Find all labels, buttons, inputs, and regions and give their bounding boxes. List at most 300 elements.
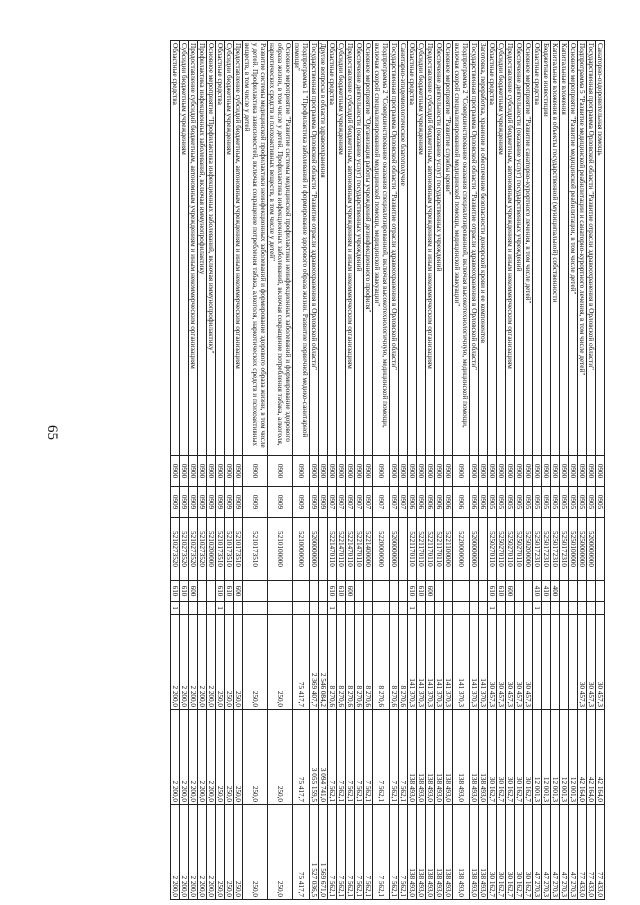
row-name: Обеспечение деятельности (оказание услуг) государственных учреждений bbox=[355, 41, 364, 456]
row-ministry-code: 0900 bbox=[198, 456, 207, 487]
row-amount-2: 138 493,0 bbox=[417, 710, 426, 805]
row-amount-2: 12 001,3 bbox=[551, 710, 560, 805]
row-section-code: 0909 bbox=[180, 487, 189, 518]
row-amount-2: 2 200,0 bbox=[171, 710, 180, 805]
row-amount-2: 7 562,1 bbox=[399, 710, 408, 805]
row-section-code: 0906 bbox=[479, 487, 488, 518]
row-ministry-code: 0900 bbox=[189, 456, 198, 487]
row-ministry-code: 0900 bbox=[551, 456, 560, 487]
table-row bbox=[337, 41, 346, 900]
row-expense-type bbox=[578, 581, 587, 602]
row-amount-2: 138 493,0 bbox=[444, 710, 453, 805]
row-ministry-code: 0900 bbox=[207, 456, 216, 487]
table-row bbox=[234, 41, 243, 900]
row-target-article: 5221470110 bbox=[328, 518, 337, 581]
row-name: Областные средства bbox=[533, 41, 542, 456]
row-name: Обеспечение деятельности (оказание услуг) государственных учреждений bbox=[435, 41, 444, 456]
row-expense-type bbox=[268, 581, 293, 602]
row-name: Подпрограмма 5 "Развитие медицинской реабилитации и санаторно-курортного лечения, в том числе детей" bbox=[578, 41, 587, 456]
row-target-article: 5200000000 bbox=[390, 518, 399, 581]
row-amount-1 bbox=[560, 615, 569, 710]
row-funding-source bbox=[268, 602, 293, 615]
table-row bbox=[560, 41, 569, 900]
row-section-code: 0909 bbox=[198, 487, 207, 518]
row-amount-2: 250,0 bbox=[268, 710, 293, 805]
row-ministry-code: 0900 bbox=[180, 456, 189, 487]
row-target-article: 5210173510 bbox=[234, 518, 243, 581]
row-section-code: 0905 bbox=[497, 487, 506, 518]
row-amount-1: 30 457,3 bbox=[578, 615, 587, 710]
row-amount-3: 138 493,0 bbox=[426, 805, 435, 900]
row-funding-source bbox=[444, 602, 453, 615]
row-target-article: 5250172310 bbox=[533, 518, 542, 581]
row-target-article: 5221100000 bbox=[444, 518, 453, 581]
table-row bbox=[578, 41, 587, 900]
row-amount-2: 7 562,1 bbox=[364, 710, 373, 805]
row-name: Государственная программа Орловской области "Развитие отрасли здравоохранения в Орловской области" bbox=[390, 41, 399, 456]
row-name: Санитарно-эпидемиологическое благополучие bbox=[399, 41, 408, 456]
row-expense-type bbox=[587, 581, 596, 602]
table-row bbox=[587, 41, 596, 900]
row-section-code: 0907 bbox=[390, 487, 399, 518]
row-amount-3: 138 493,0 bbox=[408, 805, 417, 900]
row-name: Областные средства bbox=[408, 41, 417, 456]
table-row bbox=[293, 41, 310, 900]
table-row bbox=[497, 41, 506, 900]
row-ministry-code: 0900 bbox=[533, 456, 542, 487]
row-ministry-code: 0900 bbox=[337, 456, 346, 487]
row-funding-source bbox=[198, 602, 207, 615]
row-amount-1 bbox=[542, 615, 551, 710]
row-section-code: 0907 bbox=[373, 487, 390, 518]
row-name: Субсидии бюджетным учреждениям bbox=[337, 41, 346, 456]
row-ministry-code: 0900 bbox=[524, 456, 533, 487]
row-section-code: 0905 bbox=[578, 487, 587, 518]
row-funding-source bbox=[515, 602, 524, 615]
row-amount-2: 7 562,1 bbox=[337, 710, 346, 805]
row-amount-3: 7 562,1 bbox=[355, 805, 364, 900]
row-section-code: 0905 bbox=[488, 487, 497, 518]
row-ministry-code: 0900 bbox=[506, 456, 515, 487]
row-section-code: 0909 bbox=[319, 487, 328, 518]
table-row bbox=[524, 41, 533, 900]
row-amount-2: 30 162,7 bbox=[524, 710, 533, 805]
row-amount-2: 2 200,0 bbox=[180, 710, 189, 805]
row-target-article: 5221170110 bbox=[435, 518, 444, 581]
row-name: Санаторно-оздоровительная помощь bbox=[596, 41, 605, 456]
row-expense-type bbox=[364, 581, 373, 602]
row-name: Областные средства bbox=[216, 41, 225, 456]
row-expense-type bbox=[355, 581, 364, 602]
row-funding-source bbox=[506, 602, 515, 615]
row-amount-3: 47 270,3 bbox=[569, 805, 578, 900]
row-amount-1: 141 370,3 bbox=[435, 615, 444, 710]
row-name: Субсидии бюджетным учреждениям bbox=[180, 41, 189, 456]
row-amount-2: 12 001,3 bbox=[542, 710, 551, 805]
row-target-article: 5200000000 bbox=[587, 518, 596, 581]
row-amount-3: 2 200,0 bbox=[180, 805, 189, 900]
row-amount-3: 250,0 bbox=[268, 805, 293, 900]
row-funding-source bbox=[346, 602, 355, 615]
row-amount-3: 47 270,3 bbox=[551, 805, 560, 900]
row-amount-2: 7 562,1 bbox=[346, 710, 355, 805]
row-funding-source bbox=[243, 602, 268, 615]
row-target-article: 5220000000 bbox=[453, 518, 470, 581]
row-expense-type bbox=[560, 581, 569, 602]
row-section-code: 0909 bbox=[207, 487, 216, 518]
row-expense-type bbox=[310, 581, 319, 602]
row-amount-3: 30 162,7 bbox=[524, 805, 533, 900]
table-row bbox=[488, 41, 497, 900]
row-funding-source: 1 bbox=[328, 602, 337, 615]
table-row bbox=[346, 41, 355, 900]
row-amount-2: 12 001,3 bbox=[569, 710, 578, 805]
row-target-article bbox=[479, 518, 488, 581]
row-expense-type: 600 bbox=[506, 581, 515, 602]
row-expense-type: 400 bbox=[551, 581, 560, 602]
row-target-article bbox=[399, 518, 408, 581]
row-amount-3: 77 433,0 bbox=[578, 805, 587, 900]
table-row bbox=[569, 41, 578, 900]
table-row bbox=[189, 41, 198, 900]
table-row bbox=[444, 41, 453, 900]
row-amount-2: 138 493,0 bbox=[453, 710, 470, 805]
row-expense-type: 610 bbox=[216, 581, 225, 602]
row-amount-2: 7 562,1 bbox=[355, 710, 364, 805]
row-section-code: 0905 bbox=[515, 487, 524, 518]
row-amount-2: 3 094 741,0 bbox=[319, 710, 328, 805]
row-name: Бюджетные инвестиции bbox=[542, 41, 551, 456]
row-section-code: 0909 bbox=[171, 487, 180, 518]
row-section-code: 0909 bbox=[216, 487, 225, 518]
row-expense-type: 610 bbox=[497, 581, 506, 602]
row-amount-3: 47 270,3 bbox=[533, 805, 542, 900]
row-ministry-code: 0900 bbox=[569, 456, 578, 487]
row-amount-3: 7 562,1 bbox=[364, 805, 373, 900]
row-name: Профилактика инфекционных заболеваний, включая иммунопрофилактику bbox=[198, 41, 207, 456]
row-amount-3: 2 200,0 bbox=[207, 805, 216, 900]
row-target-article: 5250270110 bbox=[488, 518, 497, 581]
row-section-code: 0909 bbox=[268, 487, 293, 518]
row-target-article: 5210273520 bbox=[198, 518, 207, 581]
row-funding-source bbox=[364, 602, 373, 615]
row-amount-2: 138 493,0 bbox=[435, 710, 444, 805]
row-funding-source bbox=[426, 602, 435, 615]
row-expense-type: 610 bbox=[180, 581, 189, 602]
table-row bbox=[470, 41, 479, 900]
row-section-code: 0906 bbox=[453, 487, 470, 518]
row-ministry-code: 0900 bbox=[268, 456, 293, 487]
row-target-article: 5200000000 bbox=[470, 518, 479, 581]
row-ministry-code: 0900 bbox=[399, 456, 408, 487]
row-expense-type: 610 bbox=[488, 581, 497, 602]
row-funding-source bbox=[569, 602, 578, 615]
row-funding-source bbox=[453, 602, 470, 615]
row-amount-1: 141 370,3 bbox=[417, 615, 426, 710]
row-name: Основное мероприятие "Развитие системы медицинской профилактики неинфекционных заболеваний и формирование здорового образа жизни, в том числе у детей. Профилактика инфекционных заболеваний, включая сокращение потребления табака, алкоголя, наркотических средств и психоактивных веществ, в том числе у детей" bbox=[268, 41, 293, 456]
row-section-code: 0906 bbox=[470, 487, 479, 518]
row-expense-type: 610 bbox=[408, 581, 417, 602]
row-name: Основное мероприятие "Профилактика инфекционных заболеваний, включая иммунопрофилактику" bbox=[207, 41, 216, 456]
row-section-code: 0905 bbox=[533, 487, 542, 518]
row-section-code: 0905 bbox=[551, 487, 560, 518]
row-amount-3: 47 270,3 bbox=[542, 805, 551, 900]
row-amount-2: 138 493,0 bbox=[470, 710, 479, 805]
table-row bbox=[426, 41, 435, 900]
row-amount-1: 8 270,6 bbox=[346, 615, 355, 710]
row-expense-type: 610 bbox=[225, 581, 234, 602]
row-amount-1: 2 200,0 bbox=[189, 615, 198, 710]
row-amount-1: 30 457,3 bbox=[515, 615, 524, 710]
row-amount-3: 138 493,0 bbox=[479, 805, 488, 900]
row-funding-source bbox=[524, 602, 533, 615]
row-target-article: 5210273520 bbox=[180, 518, 189, 581]
row-ministry-code: 0900 bbox=[587, 456, 596, 487]
row-section-code: 0906 bbox=[435, 487, 444, 518]
row-funding-source bbox=[470, 602, 479, 615]
row-section-code: 0905 bbox=[560, 487, 569, 518]
row-expense-type bbox=[293, 581, 310, 602]
row-amount-2: 2 200,0 bbox=[198, 710, 207, 805]
row-funding-source bbox=[310, 602, 319, 615]
row-ministry-code: 0900 bbox=[319, 456, 328, 487]
row-section-code: 0905 bbox=[524, 487, 533, 518]
row-amount-1: 250,0 bbox=[268, 615, 293, 710]
row-name: Основное мероприятие "Организация работы учреждений дезинфекционного профиля" bbox=[364, 41, 373, 456]
row-amount-3: 30 162,7 bbox=[506, 805, 515, 900]
row-amount-3: 2 200,0 bbox=[198, 805, 207, 900]
table-row bbox=[533, 41, 542, 900]
row-section-code: 0909 bbox=[234, 487, 243, 518]
table-row bbox=[390, 41, 399, 900]
row-expense-type bbox=[524, 581, 533, 602]
table-row bbox=[417, 41, 426, 900]
row-ministry-code: 0900 bbox=[390, 456, 399, 487]
row-amount-1: 75 417,7 bbox=[293, 615, 310, 710]
row-amount-3: 250,0 bbox=[216, 805, 225, 900]
table-row bbox=[506, 41, 515, 900]
row-amount-1: 250,0 bbox=[225, 615, 234, 710]
row-ministry-code: 0900 bbox=[435, 456, 444, 487]
row-target-article: 5210273520 bbox=[171, 518, 180, 581]
row-expense-type: 410 bbox=[533, 581, 542, 602]
table-row bbox=[319, 41, 328, 900]
row-target-article: 5210100000 bbox=[268, 518, 293, 581]
budget-table-body bbox=[171, 41, 605, 900]
budget-table bbox=[170, 40, 605, 900]
table-row bbox=[364, 41, 373, 900]
row-section-code: 0907 bbox=[346, 487, 355, 518]
row-section-code: 0905 bbox=[587, 487, 596, 518]
row-amount-2: 42 164,0 bbox=[596, 710, 605, 805]
row-name: Подпрограмма 2 "Совершенствование оказания специализированной, включая высокотехнологичную, медицинской помощи, включая скорой специализированной медицинской помощи, медицинской эвакуации" bbox=[453, 41, 470, 456]
row-name: Другие вопросы в области здравоохранения bbox=[319, 41, 328, 456]
row-amount-3: 1 569 671,0 bbox=[319, 805, 328, 900]
row-name: Подпрограмма 1 "Профилактика заболеваний и формирование здорового образа жизни. Развитие первичной медико-санитарной помощи" bbox=[293, 41, 310, 456]
row-section-code: 0905 bbox=[596, 487, 605, 518]
table-row bbox=[453, 41, 470, 900]
row-amount-3: 250,0 bbox=[234, 805, 243, 900]
row-amount-2: 12 001,3 bbox=[533, 710, 542, 805]
row-amount-2: 42 164,0 bbox=[587, 710, 596, 805]
row-amount-1: 30 457,3 bbox=[497, 615, 506, 710]
row-amount-1: 2 200,0 bbox=[171, 615, 180, 710]
row-target-article: 5221170110 bbox=[408, 518, 417, 581]
row-ministry-code: 0900 bbox=[515, 456, 524, 487]
row-amount-1: 141 370,3 bbox=[408, 615, 417, 710]
row-ministry-code: 0900 bbox=[479, 456, 488, 487]
row-target-article: 5250000000 bbox=[578, 518, 587, 581]
row-ministry-code: 0900 bbox=[346, 456, 355, 487]
row-section-code: 0905 bbox=[506, 487, 515, 518]
row-amount-1 bbox=[551, 615, 560, 710]
row-name: Областные средства bbox=[328, 41, 337, 456]
row-ministry-code: 0900 bbox=[310, 456, 319, 487]
row-amount-1: 8 270,6 bbox=[328, 615, 337, 710]
table-row bbox=[310, 41, 319, 900]
row-ministry-code: 0900 bbox=[225, 456, 234, 487]
row-amount-1: 30 457,3 bbox=[506, 615, 515, 710]
row-name: Основное мероприятие "Развитие службы крови" bbox=[444, 41, 453, 456]
row-amount-2: 30 162,7 bbox=[497, 710, 506, 805]
row-expense-type bbox=[515, 581, 524, 602]
table-row bbox=[328, 41, 337, 900]
row-expense-type bbox=[207, 581, 216, 602]
row-amount-1: 30 457,3 bbox=[488, 615, 497, 710]
row-expense-type bbox=[198, 581, 207, 602]
row-expense-type bbox=[569, 581, 578, 602]
row-target-article: 5250172310 bbox=[551, 518, 560, 581]
row-name: Предоставление субсидий бюджетным, автономным учреждениям и иным некоммерческим организациям bbox=[346, 41, 355, 456]
row-name: Предоставление субсидий бюджетным, автономным учреждениям и иным некоммерческим организациям bbox=[506, 41, 515, 456]
row-amount-1: 8 270,6 bbox=[399, 615, 408, 710]
row-ministry-code: 0900 bbox=[408, 456, 417, 487]
row-amount-1: 30 457,3 bbox=[587, 615, 596, 710]
row-name: Областные средства bbox=[488, 41, 497, 456]
row-amount-3: 250,0 bbox=[243, 805, 268, 900]
row-ministry-code: 0900 bbox=[364, 456, 373, 487]
row-target-article: 5250200000 bbox=[524, 518, 533, 581]
row-name: Заготовка, переработка, хранение и обеспечение безопасности донорской крови и ее компонентов bbox=[479, 41, 488, 456]
row-section-code: 0907 bbox=[355, 487, 364, 518]
row-amount-2: 30 162,7 bbox=[506, 710, 515, 805]
row-expense-type bbox=[373, 581, 390, 602]
row-target-article: 5221470110 bbox=[337, 518, 346, 581]
row-expense-type bbox=[399, 581, 408, 602]
row-amount-3: 138 493,0 bbox=[435, 805, 444, 900]
row-name: Капитальные вложения bbox=[560, 41, 569, 456]
row-target-article: 5210273520 bbox=[189, 518, 198, 581]
row-funding-source bbox=[587, 602, 596, 615]
row-expense-type bbox=[444, 581, 453, 602]
row-funding-source bbox=[560, 602, 569, 615]
row-target-article: 5220000000 bbox=[373, 518, 390, 581]
row-amount-2: 12 001,3 bbox=[560, 710, 569, 805]
row-target-article bbox=[319, 518, 328, 581]
row-name: Предоставление субсидий бюджетным, автономным учреждениям и иным некоммерческим организациям bbox=[234, 41, 243, 456]
row-section-code: 0909 bbox=[293, 487, 310, 518]
row-amount-2: 3 055 159,5 bbox=[310, 710, 319, 805]
row-ministry-code: 0900 bbox=[488, 456, 497, 487]
row-name: Основное мероприятие "Развитие санаторно-курортного лечения, в том числе детей" bbox=[524, 41, 533, 456]
row-section-code: 0907 bbox=[328, 487, 337, 518]
row-section-code: 0905 bbox=[542, 487, 551, 518]
row-ministry-code: 0900 bbox=[453, 456, 470, 487]
row-amount-3: 30 162,7 bbox=[497, 805, 506, 900]
row-amount-1: 250,0 bbox=[243, 615, 268, 710]
row-expense-type: 610 bbox=[328, 581, 337, 602]
row-amount-3: 138 493,0 bbox=[417, 805, 426, 900]
row-name: Государственная программа Орловской области "Развитие отрасли здравоохранения в Орловской области" bbox=[587, 41, 596, 456]
row-amount-2: 250,0 bbox=[225, 710, 234, 805]
row-ministry-code: 0900 bbox=[578, 456, 587, 487]
row-amount-1: 141 370,3 bbox=[479, 615, 488, 710]
row-amount-1: 250,0 bbox=[234, 615, 243, 710]
row-target-article: 5250270110 bbox=[497, 518, 506, 581]
table-row bbox=[479, 41, 488, 900]
table-row bbox=[596, 41, 605, 900]
row-amount-1: 2 200,0 bbox=[207, 615, 216, 710]
row-expense-type: 600 bbox=[346, 581, 355, 602]
row-expense-type bbox=[319, 581, 328, 602]
row-funding-source bbox=[399, 602, 408, 615]
row-name: Государственная программа Орловской области "Развитие отрасли здравоохранения в Орловской области" bbox=[470, 41, 479, 456]
row-ministry-code: 0900 bbox=[417, 456, 426, 487]
row-ministry-code: 0900 bbox=[426, 456, 435, 487]
row-section-code: 0905 bbox=[569, 487, 578, 518]
row-amount-1: 8 270,6 bbox=[390, 615, 399, 710]
row-funding-source bbox=[479, 602, 488, 615]
row-target-article: 5210173510 bbox=[216, 518, 225, 581]
row-name: Развитие системы медицинской профилактики неинфекционных заболеваний и формирование здорового образа жизни, в том числе у детей. Профилактика зависимостей, включая сокращение потребления табака, алкоголя, наркотических средств и психоактивных веществ, в том числе у детей bbox=[243, 41, 268, 456]
table-row bbox=[243, 41, 268, 900]
row-funding-source bbox=[596, 602, 605, 615]
row-amount-3: 77 433,0 bbox=[596, 805, 605, 900]
row-target-article: 5250172310 bbox=[542, 518, 551, 581]
row-amount-1: 2 546 084,2 bbox=[319, 615, 328, 710]
row-amount-1: 141 370,3 bbox=[444, 615, 453, 710]
row-funding-source bbox=[435, 602, 444, 615]
table-row bbox=[198, 41, 207, 900]
table-row bbox=[435, 41, 444, 900]
row-amount-2: 250,0 bbox=[234, 710, 243, 805]
row-section-code: 0906 bbox=[444, 487, 453, 518]
row-name: Обеспечение деятельности (оказание услуг) государственных учреждений bbox=[515, 41, 524, 456]
row-amount-1: 8 270,6 bbox=[364, 615, 373, 710]
row-name: Основное мероприятие "Развитие медицинской реабилитации, в том числе детей" bbox=[569, 41, 578, 456]
row-amount-1 bbox=[533, 615, 542, 710]
row-expense-type bbox=[390, 581, 399, 602]
budget-table-sheet bbox=[85, 40, 605, 897]
row-target-article: 5250270110 bbox=[515, 518, 524, 581]
row-target-article: 5221470110 bbox=[355, 518, 364, 581]
row-ministry-code: 0900 bbox=[328, 456, 337, 487]
row-amount-3: 7 562,1 bbox=[328, 805, 337, 900]
row-expense-type: 600 bbox=[234, 581, 243, 602]
row-amount-3: 138 493,0 bbox=[453, 805, 470, 900]
row-ministry-code: 0900 bbox=[216, 456, 225, 487]
row-section-code: 0907 bbox=[399, 487, 408, 518]
row-funding-source: 1 bbox=[408, 602, 417, 615]
row-expense-type: 610 bbox=[417, 581, 426, 602]
row-funding-source bbox=[373, 602, 390, 615]
row-section-code: 0909 bbox=[243, 487, 268, 518]
row-funding-source bbox=[337, 602, 346, 615]
row-target-article: 5210173510 bbox=[225, 518, 234, 581]
table-row bbox=[207, 41, 216, 900]
row-funding-source bbox=[189, 602, 198, 615]
row-ministry-code: 0900 bbox=[243, 456, 268, 487]
